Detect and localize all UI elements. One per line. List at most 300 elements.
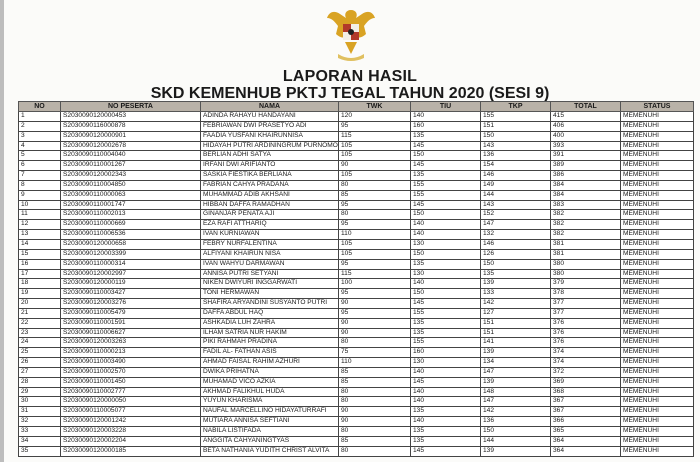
table-row — [19, 318, 694, 328]
col-total-cell: 364 — [551, 436, 621, 446]
table-row — [19, 427, 694, 437]
table-row — [19, 358, 694, 368]
col-twk-cell: 90 — [339, 161, 411, 171]
col-tkp-cell: 144 — [481, 436, 551, 446]
col-nama-cell: FABRIAN CAHYA PRADANA — [201, 180, 339, 190]
garuda-emblem-icon — [326, 4, 376, 64]
col-tiu-cell: 135 — [411, 318, 481, 328]
col-total-cell: 374 — [551, 348, 621, 358]
col-no-peserta-cell: S2030090120003263 — [61, 338, 201, 348]
col-tkp-cell: 127 — [481, 308, 551, 318]
col-no-peserta-cell: S2030090120002343 — [61, 171, 201, 181]
table-row — [19, 299, 694, 309]
col-twk-cell: 80 — [339, 338, 411, 348]
col-nama-cell: MUTIARA ANNISA SEFTIANI — [201, 417, 339, 427]
col-tiu-cell: 145 — [411, 446, 481, 456]
col-no-peserta-cell: S2030090110000063 — [61, 190, 201, 200]
table-row — [19, 328, 694, 338]
col-no-peserta-cell: S2030090120000901 — [61, 131, 201, 141]
col-no-cell: 17 — [19, 269, 61, 279]
col-no-peserta-cell: S2030090110002570 — [61, 367, 201, 377]
col-no-cell: 27 — [19, 367, 61, 377]
col-status-cell: MEMENUHI — [621, 427, 694, 437]
col-tkp-cell: 133 — [481, 289, 551, 299]
col-total-cell: 377 — [551, 308, 621, 318]
col-tiu-cell: 145 — [411, 377, 481, 387]
col-status-cell: MEMENUHI — [621, 200, 694, 210]
col-status-cell: MEMENUHI — [621, 397, 694, 407]
col-total-cell: 382 — [551, 210, 621, 220]
col-tiu-cell: 130 — [411, 239, 481, 249]
col-no-cell: 34 — [19, 436, 61, 446]
table-row — [19, 259, 694, 269]
col-tiu-cell: 135 — [411, 259, 481, 269]
col-twk-cell: 95 — [339, 259, 411, 269]
col-twk-cell: 95 — [339, 308, 411, 318]
col-nama-cell: AKHMAD FALIKHUL HUDA — [201, 387, 339, 397]
col-status-cell: MEMENUHI — [621, 417, 694, 427]
col-no-cell: 22 — [19, 318, 61, 328]
col-no-peserta-cell: S2030090110001267 — [61, 161, 201, 171]
col-status-cell: MEMENUHI — [621, 387, 694, 397]
col-no-peserta-cell: S2030090110005077 — [61, 407, 201, 417]
col-total-cell: 368 — [551, 387, 621, 397]
col-tkp-cell: 139 — [481, 377, 551, 387]
table-row — [19, 180, 694, 190]
col-twk-cell: 80 — [339, 387, 411, 397]
col-tkp-cell: 150 — [481, 131, 551, 141]
table-row — [19, 239, 694, 249]
col-tiu-cell: 140 — [411, 367, 481, 377]
col-tiu-cell: 150 — [411, 151, 481, 161]
col-status-cell: MEMENUHI — [621, 112, 694, 122]
col-twk-header: TWK — [339, 102, 411, 112]
col-nama-cell: HIDAYAH PUTRI ARDININGRUM PURNOMO — [201, 141, 339, 151]
col-tiu-cell: 135 — [411, 427, 481, 437]
col-status-cell: MEMENUHI — [621, 230, 694, 240]
col-twk-cell: 110 — [339, 230, 411, 240]
col-status-cell: MEMENUHI — [621, 338, 694, 348]
col-twk-cell: 115 — [339, 131, 411, 141]
col-tiu-cell: 155 — [411, 338, 481, 348]
col-no-cell: 8 — [19, 180, 61, 190]
col-twk-cell: 85 — [339, 436, 411, 446]
col-no-cell: 19 — [19, 289, 61, 299]
col-status-cell: MEMENUHI — [621, 328, 694, 338]
col-tiu-cell: 140 — [411, 397, 481, 407]
col-no-cell: 21 — [19, 308, 61, 318]
col-no-peserta-cell: S2030090120000119 — [61, 279, 201, 289]
col-tkp-cell: 136 — [481, 417, 551, 427]
col-nama-cell: DAFFA ABDUL HAQ — [201, 308, 339, 318]
col-tkp-cell: 151 — [481, 318, 551, 328]
col-tiu-cell: 135 — [411, 436, 481, 446]
col-twk-cell: 105 — [339, 171, 411, 181]
col-total-cell: 379 — [551, 279, 621, 289]
table-row — [19, 112, 694, 122]
col-no-peserta-cell: S2030090110004850 — [61, 180, 201, 190]
col-no-peserta-cell: S2030090110001747 — [61, 200, 201, 210]
col-nama-cell: ANNISA PUTRI SETYANI — [201, 269, 339, 279]
col-twk-cell: 90 — [339, 407, 411, 417]
col-total-cell: 380 — [551, 269, 621, 279]
col-tiu-cell: 135 — [411, 131, 481, 141]
col-twk-cell: 95 — [339, 289, 411, 299]
col-no-peserta-cell: S2030090116000878 — [61, 121, 201, 131]
col-no-cell: 29 — [19, 387, 61, 397]
col-total-cell: 381 — [551, 239, 621, 249]
col-status-cell: MEMENUHI — [621, 446, 694, 456]
table-row — [19, 210, 694, 220]
col-no-cell: 26 — [19, 358, 61, 368]
col-nama-cell: IRFANI DWI ARIFIANTO — [201, 161, 339, 171]
col-nama-cell: NAUFAL MARCELLINO HIDAYATURRAFI — [201, 407, 339, 417]
col-tiu-cell: 160 — [411, 348, 481, 358]
col-total-cell: 382 — [551, 230, 621, 240]
col-total-cell: 367 — [551, 407, 621, 417]
col-status-cell: MEMENUHI — [621, 259, 694, 269]
table-row — [19, 367, 694, 377]
col-twk-cell: 85 — [339, 377, 411, 387]
col-status-cell: MEMENUHI — [621, 180, 694, 190]
col-nama-cell: FAADIA YUSFANI KHAIRUNNISA — [201, 131, 339, 141]
col-total-cell: 386 — [551, 171, 621, 181]
col-status-cell: MEMENUHI — [621, 358, 694, 368]
col-total-cell: 376 — [551, 328, 621, 338]
col-tiu-cell: 140 — [411, 387, 481, 397]
col-nama-cell: ADINDA RAHAYU HANDAYANI — [201, 112, 339, 122]
col-nama-cell: IVAN KURNIAWAN — [201, 230, 339, 240]
col-no-peserta-header: NO PESERTA — [61, 102, 201, 112]
col-twk-cell: 100 — [339, 279, 411, 289]
col-no-cell: 18 — [19, 279, 61, 289]
col-total-cell: 376 — [551, 338, 621, 348]
col-nama-cell: GINANJAR PENATA AJI — [201, 210, 339, 220]
col-tkp-cell: 144 — [481, 190, 551, 200]
table-row — [19, 171, 694, 181]
col-status-cell: MEMENUHI — [621, 318, 694, 328]
col-twk-cell: 80 — [339, 180, 411, 190]
col-status-cell: MEMENUHI — [621, 171, 694, 181]
col-status-header: STATUS — [621, 102, 694, 112]
col-total-cell: 415 — [551, 112, 621, 122]
col-nama-cell: EZA RAFI ATTHARIQ — [201, 220, 339, 230]
col-tkp-cell: 142 — [481, 299, 551, 309]
col-tiu-cell: 145 — [411, 141, 481, 151]
col-nama-cell: PIKI RAHMAH PRADINA — [201, 338, 339, 348]
col-tkp-cell: 142 — [481, 407, 551, 417]
table-row — [19, 141, 694, 151]
col-nama-header: NAMA — [201, 102, 339, 112]
col-no-cell: 12 — [19, 220, 61, 230]
col-tkp-cell: 150 — [481, 259, 551, 269]
table-row — [19, 377, 694, 387]
col-tkp-cell: 143 — [481, 200, 551, 210]
table-row — [19, 190, 694, 200]
col-tkp-cell: 132 — [481, 230, 551, 240]
report-subtitle: SKD KEMENHUB PKTJ TEGAL TAHUN 2020 (SESI 9) — [150, 85, 550, 102]
col-no-cell: 10 — [19, 200, 61, 210]
col-tiu-header: TIU — [411, 102, 481, 112]
col-nama-cell: MUHAMMAD ADIB AKHSANI — [201, 190, 339, 200]
col-no-cell: 5 — [19, 151, 61, 161]
col-no-cell: 15 — [19, 249, 61, 259]
col-total-cell: 406 — [551, 121, 621, 131]
col-tkp-cell: 154 — [481, 161, 551, 171]
col-twk-cell: 115 — [339, 269, 411, 279]
col-no-cell: 28 — [19, 377, 61, 387]
table-row — [19, 417, 694, 427]
col-nama-cell: MUHAMAD VICO AZKIA — [201, 377, 339, 387]
col-twk-cell: 90 — [339, 417, 411, 427]
results-table — [18, 101, 694, 457]
col-no-cell: 14 — [19, 239, 61, 249]
col-tkp-cell: 150 — [481, 427, 551, 437]
table-row — [19, 446, 694, 456]
col-nama-cell: DWIKA PRIHATNA — [201, 367, 339, 377]
col-status-cell: MEMENUHI — [621, 436, 694, 446]
table-row — [19, 289, 694, 299]
col-status-cell: MEMENUHI — [621, 367, 694, 377]
col-no-cell: 6 — [19, 161, 61, 171]
col-twk-cell: 95 — [339, 200, 411, 210]
col-status-cell: MEMENUHI — [621, 239, 694, 249]
col-no-peserta-cell: S2030090110003427 — [61, 289, 201, 299]
col-no-peserta-cell: S2030090120003228 — [61, 427, 201, 437]
col-tiu-cell: 135 — [411, 328, 481, 338]
col-total-cell: 389 — [551, 161, 621, 171]
table-row — [19, 220, 694, 230]
table-row — [19, 249, 694, 259]
col-status-cell: MEMENUHI — [621, 348, 694, 358]
col-twk-cell: 80 — [339, 397, 411, 407]
col-tiu-cell: 135 — [411, 407, 481, 417]
col-no-cell: 32 — [19, 417, 61, 427]
table-row — [19, 338, 694, 348]
col-tkp-header: TKP — [481, 102, 551, 112]
table-row — [19, 161, 694, 171]
col-nama-cell: BETA NATHANIA YUDITH CHRIST ALVITA — [201, 446, 339, 456]
table-row — [19, 279, 694, 289]
col-nama-cell: TONI HERMAWAN — [201, 289, 339, 299]
col-nama-cell: ALFIYANI KHAIRUN NISA — [201, 249, 339, 259]
col-tkp-cell: 126 — [481, 249, 551, 259]
col-tkp-cell: 139 — [481, 348, 551, 358]
col-twk-cell: 95 — [339, 220, 411, 230]
col-nama-cell: FEBRY NURFALENTINA — [201, 239, 339, 249]
col-tiu-cell: 155 — [411, 190, 481, 200]
col-tkp-cell: 147 — [481, 367, 551, 377]
col-tiu-cell: 160 — [411, 121, 481, 131]
col-total-cell: 367 — [551, 397, 621, 407]
col-no-cell: 7 — [19, 171, 61, 181]
col-total-cell: 366 — [551, 417, 621, 427]
col-twk-cell: 95 — [339, 121, 411, 131]
col-tiu-cell: 145 — [411, 161, 481, 171]
col-tkp-cell: 146 — [481, 171, 551, 181]
col-twk-cell: 85 — [339, 367, 411, 377]
col-tiu-cell: 130 — [411, 269, 481, 279]
table-row — [19, 397, 694, 407]
col-total-cell: 365 — [551, 427, 621, 437]
col-no-peserta-cell: S2030090120002678 — [61, 141, 201, 151]
col-tiu-cell: 155 — [411, 180, 481, 190]
col-tkp-cell: 143 — [481, 141, 551, 151]
table-row — [19, 200, 694, 210]
col-no-peserta-cell: S2030090120003276 — [61, 299, 201, 309]
col-total-cell: 369 — [551, 377, 621, 387]
col-status-cell: MEMENUHI — [621, 407, 694, 417]
col-nama-cell: NIKEN DWIYURI INGGARWATI — [201, 279, 339, 289]
col-tkp-cell: 136 — [481, 151, 551, 161]
col-no-peserta-cell: S2030090110000669 — [61, 220, 201, 230]
col-tiu-cell: 140 — [411, 112, 481, 122]
col-no-peserta-cell: S2030090120000050 — [61, 397, 201, 407]
col-total-cell: 381 — [551, 249, 621, 259]
col-no-peserta-cell: S2030090110006536 — [61, 230, 201, 240]
col-total-header: TOTAL — [551, 102, 621, 112]
col-tiu-cell: 135 — [411, 171, 481, 181]
col-no-peserta-cell: S2030090110004040 — [61, 151, 201, 161]
col-no-cell: 1 — [19, 112, 61, 122]
col-no-cell: 33 — [19, 427, 61, 437]
col-status-cell: MEMENUHI — [621, 308, 694, 318]
col-tkp-cell: 155 — [481, 112, 551, 122]
col-twk-cell: 80 — [339, 210, 411, 220]
col-total-cell: 378 — [551, 289, 621, 299]
col-twk-cell: 80 — [339, 427, 411, 437]
col-status-cell: MEMENUHI — [621, 190, 694, 200]
col-no-peserta-cell: S2030090120000453 — [61, 112, 201, 122]
col-total-cell: 364 — [551, 446, 621, 456]
col-no-header: NO — [19, 102, 61, 112]
col-tkp-cell: 149 — [481, 180, 551, 190]
col-twk-cell: 85 — [339, 190, 411, 200]
col-no-cell: 31 — [19, 407, 61, 417]
col-status-cell: MEMENUHI — [621, 141, 694, 151]
col-status-cell: MEMENUHI — [621, 269, 694, 279]
col-status-cell: MEMENUHI — [621, 210, 694, 220]
table-row — [19, 348, 694, 358]
col-no-cell: 3 — [19, 131, 61, 141]
col-total-cell: 391 — [551, 151, 621, 161]
col-no-peserta-cell: S2030090110006627 — [61, 328, 201, 338]
col-twk-cell: 90 — [339, 328, 411, 338]
col-total-cell: 380 — [551, 259, 621, 269]
col-tkp-cell: 146 — [481, 239, 551, 249]
col-total-cell: 374 — [551, 358, 621, 368]
col-nama-cell: SASKIA FIESTIKA BERLIANA — [201, 171, 339, 181]
col-nama-cell: HIBBAN DAFFA RAMADHAN — [201, 200, 339, 210]
col-twk-cell: 105 — [339, 141, 411, 151]
col-no-cell: 24 — [19, 338, 61, 348]
table-row — [19, 269, 694, 279]
col-no-peserta-cell: S2030090120003399 — [61, 249, 201, 259]
col-tiu-cell: 150 — [411, 210, 481, 220]
col-status-cell: MEMENUHI — [621, 279, 694, 289]
col-tiu-cell: 140 — [411, 279, 481, 289]
col-no-cell: 11 — [19, 210, 61, 220]
col-no-peserta-cell: S2030090110001450 — [61, 377, 201, 387]
col-total-cell: 384 — [551, 190, 621, 200]
col-tkp-cell: 148 — [481, 387, 551, 397]
col-tkp-cell: 135 — [481, 269, 551, 279]
col-nama-cell: YUYUN KHARISMA — [201, 397, 339, 407]
col-tkp-cell: 147 — [481, 220, 551, 230]
col-nama-cell: NABILA LISTIFADA — [201, 427, 339, 437]
col-twk-cell: 105 — [339, 249, 411, 259]
col-no-cell: 25 — [19, 348, 61, 358]
col-no-peserta-cell: S2030090120001242 — [61, 417, 201, 427]
col-no-peserta-cell: S2030090110003490 — [61, 358, 201, 368]
col-status-cell: MEMENUHI — [621, 220, 694, 230]
col-total-cell: 400 — [551, 131, 621, 141]
col-no-cell: 2 — [19, 121, 61, 131]
col-no-cell: 9 — [19, 190, 61, 200]
col-total-cell: 382 — [551, 220, 621, 230]
col-no-peserta-cell: S2030090120002997 — [61, 269, 201, 279]
col-total-cell: 372 — [551, 367, 621, 377]
col-no-peserta-cell: S2030090120000185 — [61, 446, 201, 456]
col-twk-cell: 105 — [339, 239, 411, 249]
table-row — [19, 230, 694, 240]
col-no-peserta-cell: S2030090110002013 — [61, 210, 201, 220]
col-total-cell: 377 — [551, 299, 621, 309]
col-twk-cell: 90 — [339, 299, 411, 309]
col-tkp-cell: 141 — [481, 338, 551, 348]
col-no-cell: 35 — [19, 446, 61, 456]
col-no-cell: 23 — [19, 328, 61, 338]
col-tiu-cell: 145 — [411, 299, 481, 309]
col-nama-cell: ILHAM SATRIA NUR HAKIM — [201, 328, 339, 338]
col-no-cell: 13 — [19, 230, 61, 240]
table-row — [19, 151, 694, 161]
col-status-cell: MEMENUHI — [621, 151, 694, 161]
col-nama-cell: AHMAD FAISAL RAHIM AZHURI — [201, 358, 339, 368]
col-total-cell: 383 — [551, 200, 621, 210]
col-status-cell: MEMENUHI — [621, 161, 694, 171]
table-row — [19, 121, 694, 131]
col-twk-cell: 90 — [339, 318, 411, 328]
col-status-cell: MEMENUHI — [621, 299, 694, 309]
col-tiu-cell: 150 — [411, 289, 481, 299]
col-nama-cell: FADIL AL- FATHAN ASIS — [201, 348, 339, 358]
col-no-cell: 20 — [19, 299, 61, 309]
col-status-cell: MEMENUHI — [621, 249, 694, 259]
col-tiu-cell: 140 — [411, 230, 481, 240]
table-header-row — [19, 102, 694, 112]
col-tiu-cell: 140 — [411, 417, 481, 427]
col-tkp-cell: 152 — [481, 210, 551, 220]
col-tiu-cell: 155 — [411, 308, 481, 318]
col-tkp-cell: 134 — [481, 358, 551, 368]
col-nama-cell: SHAFIRA ARYANDINI SUSYANTO PUTRI — [201, 299, 339, 309]
table-row — [19, 308, 694, 318]
col-no-peserta-cell: S2030090120000658 — [61, 239, 201, 249]
col-nama-cell: BERLIAN ADHI SATYA — [201, 151, 339, 161]
col-status-cell: MEMENUHI — [621, 121, 694, 131]
col-tiu-cell: 140 — [411, 220, 481, 230]
col-no-peserta-cell: S2030090110005479 — [61, 308, 201, 318]
col-tkp-cell: 139 — [481, 279, 551, 289]
col-no-peserta-cell: S2030090120002204 — [61, 436, 201, 446]
table-row — [19, 131, 694, 141]
col-status-cell: MEMENUHI — [621, 289, 694, 299]
col-nama-cell: ASHKADIA LUH ZAHRA — [201, 318, 339, 328]
col-tkp-cell: 151 — [481, 121, 551, 131]
col-status-cell: MEMENUHI — [621, 131, 694, 141]
col-tkp-cell: 147 — [481, 397, 551, 407]
